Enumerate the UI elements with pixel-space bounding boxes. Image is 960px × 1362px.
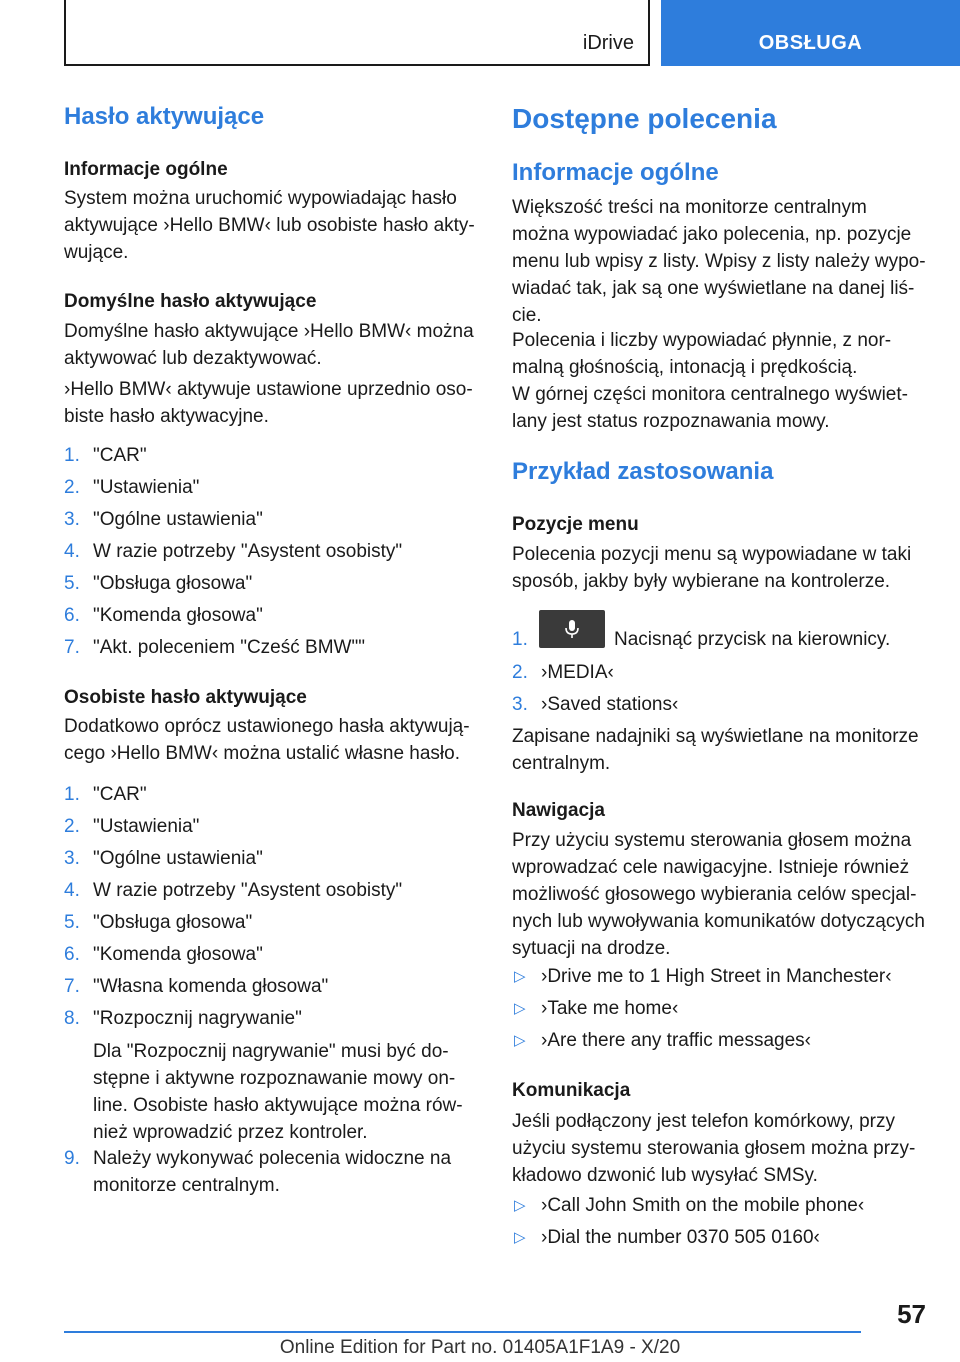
heading-navigation: Nawigacja [512,800,605,821]
bullet-triangle-icon: ▷ [514,1032,526,1049]
section-title-activation: Hasło aktywujące [64,103,265,130]
paragraph-communication: Jeśli podłączony jest telefon komórkowy, przy użyciu systemu sterowania głosem można przy‐ kładowo dzwonić lub wysyłać SMSy. [512,1111,916,1186]
paragraph-personal: Dodatkowo oprócz ustawionego hasła aktywują‐ cego ›Hello BMW‹ można ustalić własne hasło. [64,716,470,764]
heading-personal-wakeword: Osobiste hasło aktywujące [64,687,307,708]
heading-general-info: Informacje ogólne [64,159,228,180]
paragraph-menu-items: Polecenia pozycji menu są wypowiadane w taki sposób, jakby były wybierane na kontrolerze. [512,544,912,592]
heading-right-general: Informacje ogólne [512,159,719,186]
step8-note: Dla "Rozpocznij nagrywanie" musi być do‐ stępne i aktywne rozpoznawanie mowy on‐ line. Osobiste hasło aktywujące można rów‐ nież wprowadzić przez kontroler. [93,1041,463,1143]
paragraph-right-general-3: W górnej części monitora centralnego wyświet‐ lany jest status rozpoznawania mowy. [512,384,908,432]
header-chapter-tab [661,0,960,66]
heading-default-wakeword: Domyślne hasło aktywujące [64,291,317,312]
heading-menu-items: Pozycje menu [512,514,639,535]
bullet-triangle-icon: ▷ [514,968,526,985]
paragraph-default-2: ›Hello BMW‹ aktywuje ustawione uprzednio oso‐ biste hasło aktywacyjne. [64,379,473,427]
microphone-icon [564,619,580,639]
steering-wheel-voice-button [539,610,605,648]
paragraph-right-general-1: Większość treści na monitorze centralnym można wypowiadać jako polecenia, np. pozycje menu lub wpisy z listy. Wpisy z listy należy wypo‐ wiadać tak, jak są one wyświetlane na danej liś‐ cie. [512,197,926,326]
heading-example: Przykład zastosowania [512,458,774,485]
step9-continuation: monitorze centralnym. [93,1175,280,1196]
footer-edition: Online Edition for Part no. 01405A1F1A9 - X/20 [279,1337,681,1358]
section-title-commands: Dostępne polecenia [512,103,777,134]
footer-divider [64,1331,861,1333]
paragraph-default-1: Domyślne hasło aktywujące ›Hello BMW‹ można aktywować lub dezaktywować. [64,321,474,369]
page-number: 57 [897,1299,926,1329]
header-section-label: iDrive [582,32,634,54]
paragraph-right-general-2: Polecenia i liczby wypowiadać płynnie, z nor‐ malną głośnością, intonacją i prędkością. [512,330,892,378]
paragraph-general-info: System można uruchomić wypowiadając hasło aktywujące ›Hello BMW‹ lub osobiste hasło akty‐ wujące. [64,188,475,263]
header-section-box [64,0,650,66]
bullet-triangle-icon: ▷ [514,1197,526,1214]
paragraph-navigation: Przy użyciu systemu sterowania głosem można wprowadzać cele nawigacyjne. Istnieje również możliwość głosowego wybierania celów specjal‐ nych lub wywoływania komunikatów dotyczących sytuacji na drodze. [512,830,925,959]
bullet-triangle-icon: ▷ [514,1229,526,1246]
bullet-triangle-icon: ▷ [514,1000,526,1017]
paragraph-saved-stations: Zapisane nadajniki są wyświetlane na monitorze centralnym. [512,726,919,774]
heading-communication: Komunikacja [512,1080,631,1101]
header-chapter-label: OBSŁUGA [758,32,863,54]
